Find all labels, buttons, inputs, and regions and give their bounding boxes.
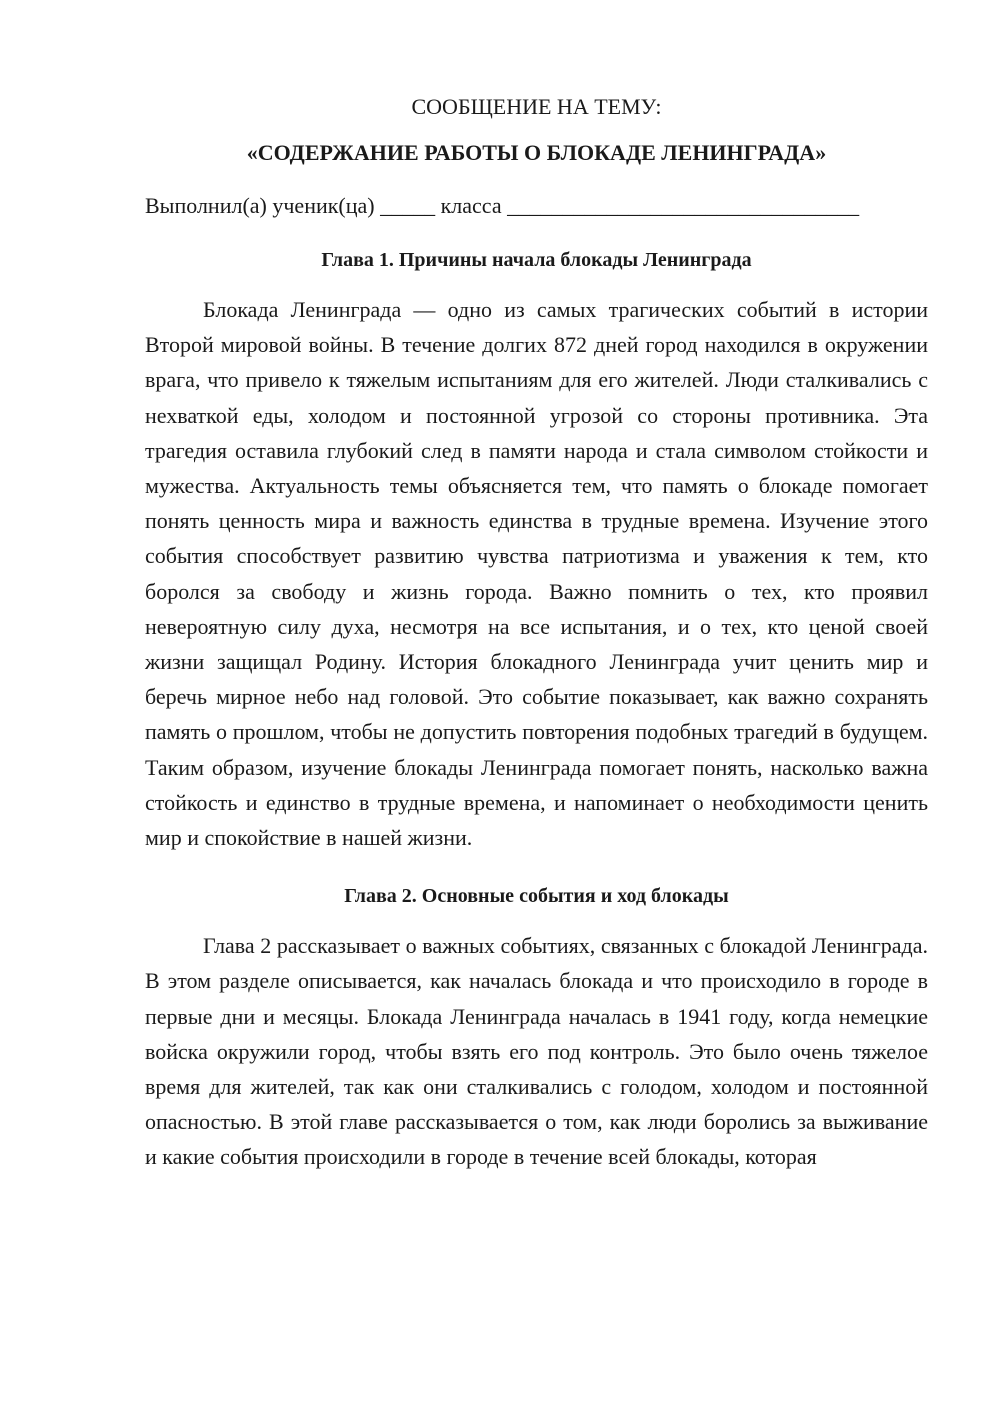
chapter-2-paragraph: Глава 2 рассказывает о важных событиях, связанных с блокадой Ленинграда. В этом разделе описывается, как началась блокада и что происходило в городе в первые дни и месяцы. Блокада Ленинграда началась в 1941 году, когда немецкие войска окружили город, чтобы взять его под контроль. Это было очень тяжелое время для жителей, так как они сталкивались с голодом, холодом и постоянной опасностью. В этой главе рассказывается о том, как люди боролись за выживание и какие события происходили в городе в течение всей блокады, которая	[145, 933, 928, 1170]
document-title-topic: СООБЩЕНИЕ НА ТЕМУ:	[411, 94, 662, 119]
chapter-2	[145, 881, 928, 1174]
document-page	[145, 92, 928, 1175]
document-title-main: «СОДЕРЖАНИЕ РАБОТЫ О БЛОКАДЕ ЛЕНИНГРАДА»	[246, 140, 827, 165]
chapter-2-heading: Глава 2. Основные события и ход блокады	[344, 885, 729, 908]
chapter-1-paragraph: Блокада Ленинграда — одно из самых трагических событий в истории Второй мировой войны. В течение долгих 872 дней город находился в окружении врага, что привело к тяжелым испытаниям для его жителей. Люди сталкивались с нехваткой еды, холодом и постоянной угрозой со стороны противника. Эта трагедия оставила глубокий след в памяти народа и стала символом стойкости и мужества. Актуальность темы объясняется тем, что память о блокаде помогает понять ценность мира и важность единства в трудные времена. Изучение этого события способствует развитию чувства патриотизма и уважения к тем, кто боролся за свободу и жизнь города. Важно помнить о тех, кто проявил невероятную силу духа, несмотря на все испытания, и о тех, кто ценой своей жизни защищал Родину. История блокадного Ленинграда учит ценить мир и беречь мирное небо над головой. Это событие показывает, как важно сохранять память о прошлом, чтобы не допустить повторения подобных трагедий в будущем. Таким образом, изучение блокады Ленинграда помогает понять, насколько важна стойкость и единство в трудные времена, и напоминает о необходимости ценить мир и спокойствие в нашей жизни.	[145, 297, 928, 851]
author-line: Выполнил(а) ученик(ца) _____ класса ________________________________	[145, 193, 860, 218]
chapter-1	[145, 245, 928, 855]
chapter-1-heading: Глава 1. Причины начала блокады Ленинграда	[321, 249, 752, 271]
